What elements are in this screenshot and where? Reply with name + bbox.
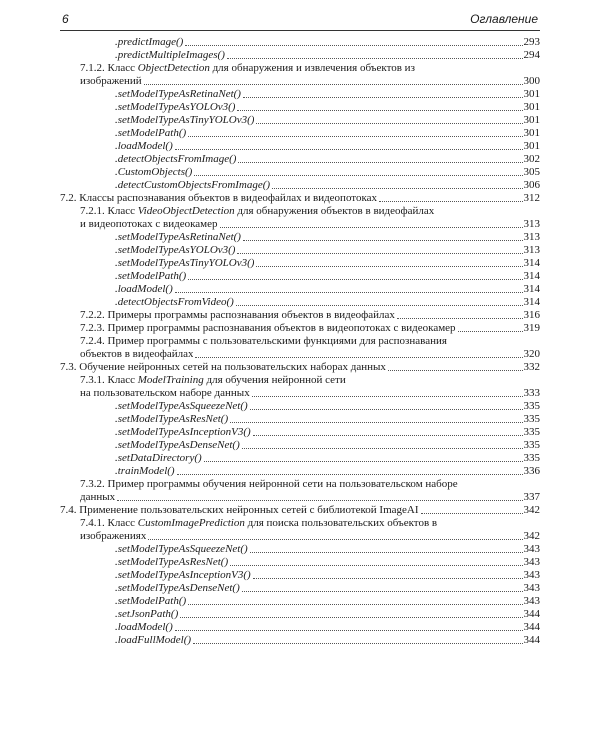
toc-page-number: 293 [523,36,540,48]
leader-dots [458,331,523,332]
leader-dots [188,136,522,137]
leader-dots [175,149,523,150]
subsection-continuation: объектов в видеофайлах [80,348,194,360]
leader-dots [177,474,523,475]
subsection-text: для обнаружения объектов в видеофайлах [234,205,435,217]
toc-entry[interactable] [60,75,540,88]
header-title: Оглавление [470,12,538,26]
toc-page-number: 344 [523,634,540,646]
method-name: .detectObjectsFromVideo() [115,296,234,308]
toc-entry[interactable] [60,166,540,179]
method-name: .setModelTypeAsYOLOv3() [115,244,236,256]
toc-page-number: 314 [523,283,540,295]
method-name: .setModelPath() [115,127,187,139]
subsection-title [60,335,540,348]
toc-page-number: 301 [523,114,540,126]
class-name: ModelTraining [137,374,204,386]
toc-page-number: 335 [523,439,540,451]
toc-entry[interactable] [60,153,540,166]
leader-dots [421,513,523,514]
toc-page-number: 336 [523,465,540,477]
leader-dots [220,227,523,228]
leader-dots [243,240,523,241]
toc-page-number: 343 [523,569,540,581]
toc-page-number: 314 [523,296,540,308]
toc-page-number: 301 [523,88,540,100]
toc-page-number: 343 [523,595,540,607]
leader-dots [256,266,522,267]
method-name: .setModelTypeAsDenseNet() [115,582,240,594]
toc-page-number: 302 [523,153,540,165]
leader-dots [253,578,523,579]
leader-dots [193,643,522,644]
toc-entry[interactable] [60,127,540,140]
toc-entry[interactable] [60,270,540,283]
toc-entry[interactable] [60,465,540,478]
toc-page-number: 314 [523,270,540,282]
toc-page-number: 342 [523,504,540,516]
toc-page-number: 301 [523,140,540,152]
toc-page-number: 312 [523,192,540,204]
leader-dots [242,448,523,449]
section-title: 7.3. Обучение нейронных сетей на пользовательских наборах данных [60,361,386,373]
toc-page-number: 337 [523,491,540,503]
leader-dots [250,409,523,410]
toc-entry[interactable] [60,621,540,634]
method-name: .loadModel() [115,283,173,295]
toc-entry[interactable] [60,387,540,400]
method-name: .loadModel() [115,140,173,152]
toc-page-number: 335 [523,426,540,438]
subsection-number: 7.1.2. [80,62,108,74]
toc-page-number: 316 [523,309,540,321]
toc-page-number: 344 [523,621,540,633]
subsection-title [60,517,540,530]
leader-dots [185,45,522,46]
subsection-number: 7.3.1. [80,374,108,386]
toc-page-number: 335 [523,400,540,412]
subsection-title [60,205,540,218]
subsection-title [60,374,540,387]
toc-entry[interactable] [60,530,540,543]
toc-page-number: 335 [523,413,540,425]
toc-page-number: 294 [523,49,540,61]
toc-entry[interactable] [60,231,540,244]
method-name: .trainModel() [115,465,175,477]
leader-dots [379,201,522,202]
subsection-number: 7.3.2. [80,478,108,490]
method-name: .setJsonPath() [115,608,179,620]
method-name: .setModelTypeAsResNet() [115,556,229,568]
leader-dots [237,253,522,254]
toc-page-number: 342 [523,530,540,542]
leader-dots [256,123,522,124]
class-name: ObjectDetection [137,62,210,74]
toc-entry[interactable] [60,569,540,582]
leader-dots [117,500,522,501]
toc-entry[interactable] [60,504,540,517]
subsection-text: для обнаружения и извлечения объектов из [209,62,415,74]
toc-entry[interactable] [60,348,540,361]
subsection-title: 7.2.3. Пример программы распознавания объектов в видеопотоках с видеокамер [80,322,456,334]
leader-dots [397,318,523,319]
subsection-text: для поиска пользовательских объектов в [244,517,438,529]
toc-page-number: 335 [523,452,540,464]
subsection-text: для обучения нейронной сети [203,374,346,386]
toc-entry[interactable] [60,192,540,205]
subsection-number: 7.4.1. [80,517,108,529]
subsection-title [60,478,540,491]
method-name: .setModelPath() [115,270,187,282]
toc-entry[interactable] [60,608,540,621]
toc-page-number: 314 [523,257,540,269]
method-name: .setModelTypeAsSqueezeNet() [115,400,248,412]
toc-entry[interactable] [60,582,540,595]
toc-page-number: 332 [523,361,540,373]
method-name: .setModelTypeAsInceptionV3() [115,426,251,438]
subsection-title [60,62,540,75]
page-header [60,8,540,31]
toc-page-number: 343 [523,582,540,594]
leader-dots [238,162,522,163]
subsection-continuation: данных [80,491,116,503]
subsection-text: Пример программы обучения нейронной сети на пользовательском наборе [107,478,458,490]
toc-entry[interactable] [60,556,540,569]
method-name: .setModelTypeAsRetinaNet() [115,88,241,100]
leader-dots [204,461,523,462]
page-number: 6 [62,12,69,26]
toc-page-number: 333 [523,387,540,399]
method-name: .setModelTypeAsSqueezeNet() [115,543,248,555]
method-name: .setDataDirectory() [115,452,202,464]
subsection-text: Класс [107,62,138,74]
subsection-number: 7.2.4. [80,335,108,347]
toc-entry[interactable] [60,296,540,309]
toc-entry[interactable] [60,36,540,49]
toc-page-number: 344 [523,608,540,620]
leader-dots [237,110,522,111]
toc-page-number: 306 [523,179,540,191]
method-name: .predictMultipleImages() [115,49,225,61]
leader-dots [388,370,523,371]
toc-page-number: 320 [523,348,540,360]
toc-entry[interactable] [60,322,540,335]
method-name: .setModelTypeAsYOLOv3() [115,101,236,113]
leader-dots [144,84,523,85]
toc-page-number: 313 [523,218,540,230]
leader-dots [148,539,522,540]
toc-entry[interactable] [60,595,540,608]
leader-dots [180,617,522,618]
subsection-continuation: изображений [80,75,142,87]
method-name: .detectObjectsFromImage() [115,153,237,165]
toc-page-number: 313 [523,244,540,256]
leader-dots [188,604,522,605]
subsection-continuation: и видеопотоках с видеокамер [80,218,218,230]
toc-entry[interactable] [60,439,540,452]
class-name: CustomImagePrediction [137,517,245,529]
toc-entry[interactable] [60,426,540,439]
table-of-contents [60,36,540,647]
method-name: .setModelTypeAsRetinaNet() [115,231,241,243]
leader-dots [243,97,523,98]
subsection-continuation: на пользовательском наборе данных [80,387,250,399]
toc-entry[interactable] [60,634,540,647]
leader-dots [236,305,523,306]
toc-entry[interactable] [60,244,540,257]
toc-page-number: 319 [523,322,540,334]
leader-dots [253,435,523,436]
toc-page-number: 343 [523,543,540,555]
subsection-title: 7.2.2. Примеры программы распознавания объектов в видеофайлах [80,309,395,321]
leader-dots [195,357,522,358]
method-name: .loadFullModel() [115,634,192,646]
toc-page-number: 305 [523,166,540,178]
leader-dots [230,422,522,423]
toc-entry[interactable] [60,101,540,114]
toc-entry[interactable] [60,491,540,504]
method-name: .setModelTypeAsTinyYOLOv3() [115,114,255,126]
class-name: VideoObjectDetection [137,205,235,217]
subsection-text: Класс [107,374,138,386]
toc-entry[interactable] [60,400,540,413]
subsection-text: Класс [107,517,138,529]
toc-entry[interactable] [60,413,540,426]
method-name: .CustomObjects() [115,166,193,178]
method-name: .predictImage() [115,36,184,48]
toc-entry[interactable] [60,543,540,556]
subsection-number: 7.2.1. [80,205,108,217]
toc-entry[interactable] [60,283,540,296]
toc-entry[interactable] [60,114,540,127]
toc-entry[interactable] [60,140,540,153]
method-name: .setModelTypeAsDenseNet() [115,439,240,451]
method-name: .setModelTypeAsTinyYOLOv3() [115,257,255,269]
toc-entry[interactable] [60,257,540,270]
toc-entry[interactable] [60,49,540,62]
method-name: .setModelTypeAsResNet() [115,413,229,425]
toc-entry[interactable] [60,88,540,101]
toc-entry[interactable] [60,361,540,374]
section-title: 7.4. Применение пользовательских нейронных сетей с библиотекой ImageAI [60,504,419,516]
subsection-continuation: изображениях [80,530,147,542]
leader-dots [230,565,522,566]
toc-page-number: 300 [523,75,540,87]
subsection-text: Пример программы с пользовательскими функциями для распознавания [107,335,447,347]
toc-page-number: 313 [523,231,540,243]
section-title: 7.2. Классы распознавания объектов в видеофайлах и видеопотоках [60,192,378,204]
toc-page-number: 301 [523,101,540,113]
leader-dots [227,58,523,59]
leader-dots [252,396,523,397]
toc-entry[interactable] [60,179,540,192]
leader-dots [194,175,522,176]
leader-dots [175,292,523,293]
toc-entry[interactable] [60,309,540,322]
toc-page-number: 301 [523,127,540,139]
subsection-text: Класс [107,205,138,217]
method-name: .detectCustomObjectsFromImage() [115,179,271,191]
method-name: .loadModel() [115,621,173,633]
toc-entry[interactable] [60,218,540,231]
method-name: .setModelTypeAsInceptionV3() [115,569,251,581]
toc-entry[interactable] [60,452,540,465]
method-name: .setModelPath() [115,595,187,607]
leader-dots [272,188,522,189]
leader-dots [242,591,523,592]
leader-dots [188,279,522,280]
toc-page-number: 343 [523,556,540,568]
leader-dots [250,552,523,553]
leader-dots [175,630,523,631]
